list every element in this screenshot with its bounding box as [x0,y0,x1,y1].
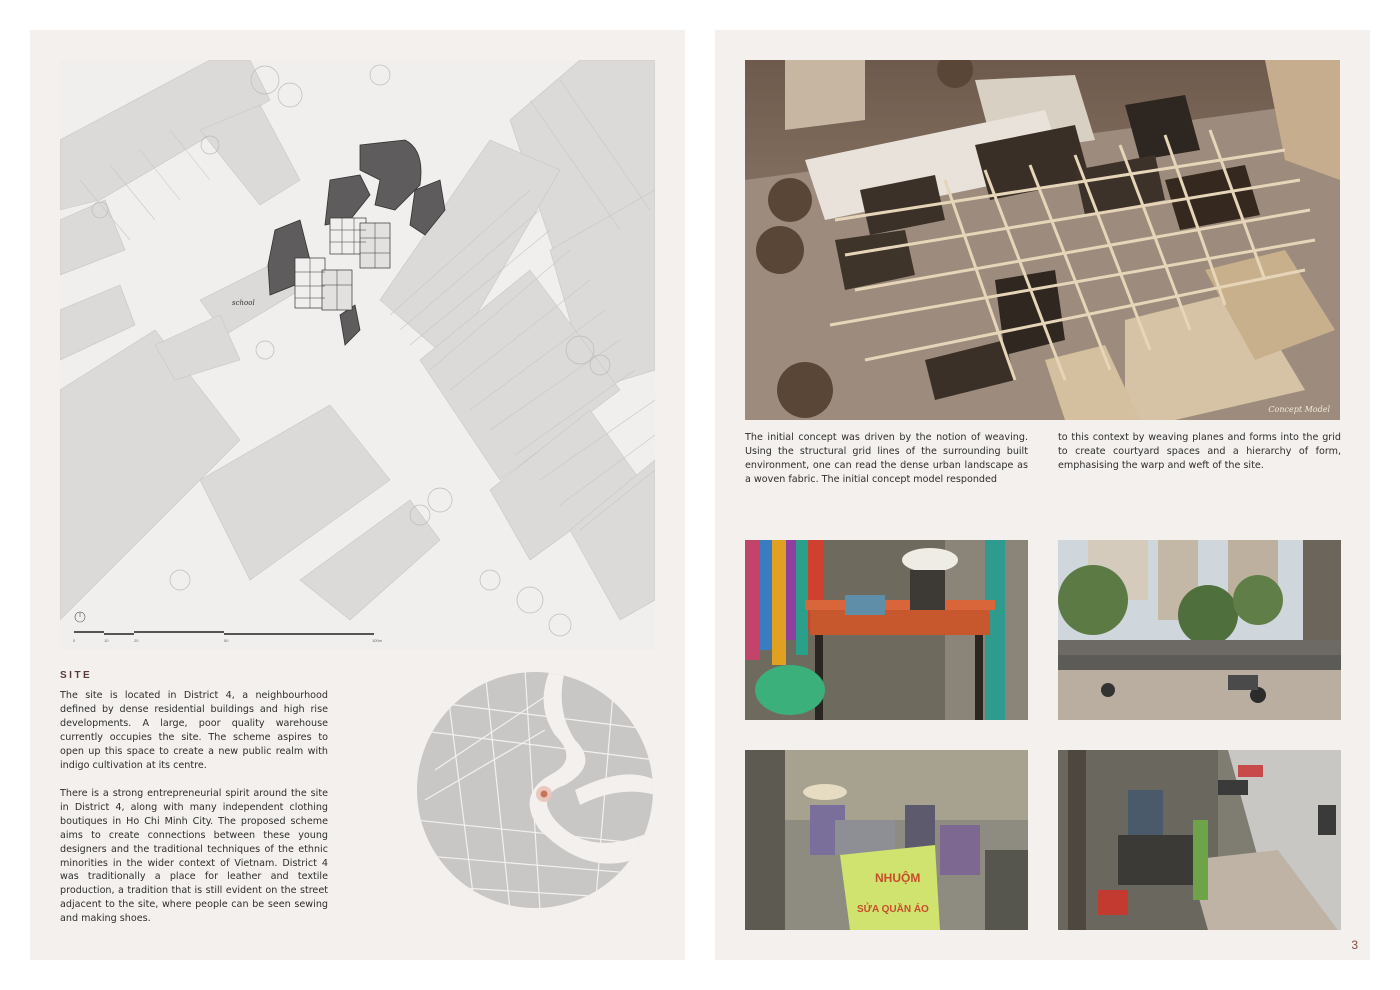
page-number: 3 [1351,938,1358,952]
concept-model-photo [745,60,1340,420]
site-section-title: SITE [60,670,93,681]
school-label: school [232,299,255,307]
scale-label-0: 0 [73,638,76,643]
street-sewing-vendor-photo [745,540,1028,720]
concept-text-column-1: The initial concept was driven by the notion of weaving. Using the structural grid lines of the surrounding built environment, one can read the dense urban landscape as a woven fabric. The initial concept model responded [745,432,1028,485]
concept-model-label: Concept Model [1268,405,1330,414]
sewing-stall-women-photo [745,750,1028,930]
site-location-marker [541,791,548,798]
scale-label-100: 100m [372,638,383,643]
site-plan-drawing [60,60,655,650]
district-4-street-photo [1058,540,1341,720]
district-locator-map [415,670,655,910]
site-paragraph-2: There is a strong entrepreneurial spirit around the site in District 4, along with many independent clothing boutiques in Ho Chi Minh City. The proposed scheme aims to create connections between these young designers and the traditional techniques of the ethnic minorities in the wider context of Vietnam. District 4 was traditionally a place for leather and textile production, a tradition that is still evident on the street adjacent to the site, where people can be seen sewing and making shoes. [60,788,328,925]
concept-text-column-2: to this context by weaving planes and forms into the grid to create courtyard spaces and a hierarchy of form, emphasising the warp and weft of the site. [1058,432,1341,471]
sign-text-nhuom: NHUỘM [875,871,921,885]
left-page [30,30,685,960]
scale-label-10: 10 [104,638,109,643]
sign-text-sua-quan-ao: SỬA QUẦN ÁO [857,904,929,915]
scale-label-20: 20 [134,638,139,643]
site-paragraph-1: The site is located in District 4, a neighbourhood defined by dense residential buildings and high rise developments. A large, poor quality warehouse currently occupies the site. The scheme aspires to open up this space to create a new public realm with indigo cultivation at its centre. [60,690,328,771]
scale-label-50: 50 [224,638,229,643]
sidewalk-tailor-photo [1058,750,1341,930]
right-page [715,30,1370,960]
